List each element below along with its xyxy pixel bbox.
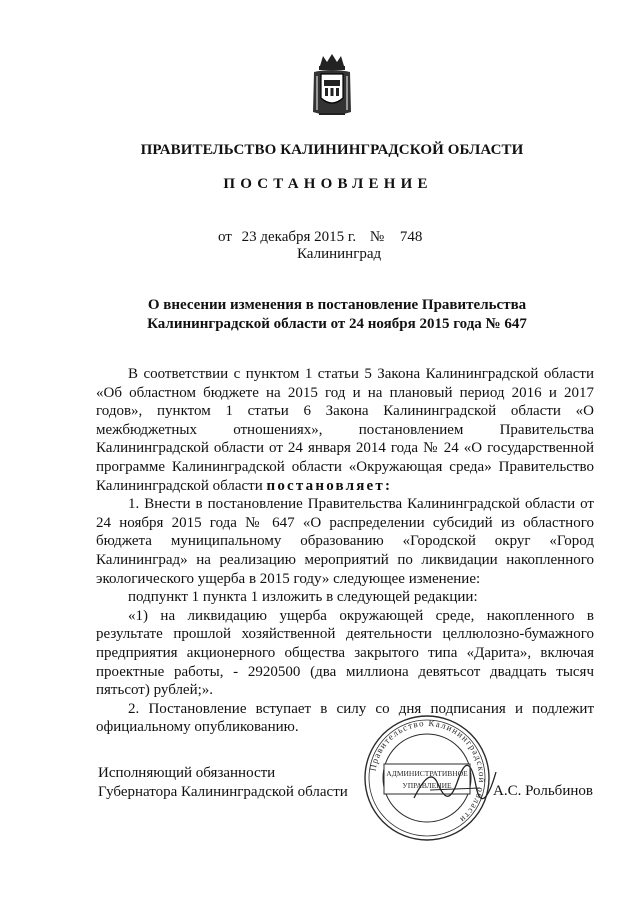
coat-of-arms-emblem: [311, 52, 353, 120]
document-body: [96, 365, 594, 737]
signatory-title-line: Исполняющий обязанности: [98, 765, 276, 781]
number-sign: №: [369, 229, 385, 245]
signatory-name: А.С. Рольбинов: [493, 783, 593, 799]
date-prefix: от: [218, 229, 232, 245]
body-paragraph: 2. Постановление вступает в силу со дня подписания и подлежит официальному опубликованию.: [96, 700, 594, 736]
seal-outer-text: Правительство Калининградской области: [367, 717, 488, 826]
document-subject: [17, 296, 640, 334]
body-paragraph: «1) на ликвидацию ущерба окружающей среде, накопленного в результате прошлой хозяйственной деятельности целлюлозно-бумажного предприятия акционерного общества закрытого типа «Дарита», включая проектные работы, - 2920500 (два миллиона девятьсот двадцать тысяч пятьсот) рублей;».: [96, 607, 594, 699]
document-date: 23 декабря 2015 г.: [241, 229, 357, 245]
document-number: 748: [399, 229, 423, 245]
subject-line: О внесении изменения в постановление Правительства: [147, 297, 527, 313]
body-paragraph: [96, 365, 594, 495]
paragraph-text: В соответствии с пунктом 1 статьи 5 Закона Калининградской области «Об областном бюджете на 2015 год и на плановый период 2016 и 2017 годов», пунктом 1 статьи 6 Закона Калининградской области «О межбюджетных отношениях», постановлением Правительства Калининградской области от 24 января 2014 года № 24 «О государственной программе Калининградской области «Окружающая среда» Правительство Калининградской области: [96, 366, 594, 494]
seal-inner-line: АДМИНИСТРАТИВНОЕ: [386, 769, 468, 778]
seal-inner-line: УПРАВЛЕНИЕ: [402, 781, 452, 790]
date-number-line: [218, 229, 422, 246]
signatory-title: [98, 764, 348, 802]
body-paragraph: 1. Внести в постановление Правительства Калининградской области от 24 ноября 2015 года № 647 «О распределении субсидий из областного бюджета муниципальному образованию «Городской округ «Город Калининград» на реализацию мероприятий по ликвидации накопленного экологического ущерба в 2015 году» следующее изменение:: [96, 496, 594, 587]
decree-word: постановляет:: [266, 477, 393, 494]
document-type: ПОСТАНОВЛЕНИЕ: [223, 176, 433, 192]
subject-line: Калининградской области от 24 ноября 2015 года № 647: [147, 316, 527, 332]
signatory-title-line: Губернатора Калининградской области: [98, 784, 348, 800]
city: Калининград: [297, 246, 382, 262]
handwritten-signature: [410, 760, 500, 810]
body-paragraph: подпункт 1 пункта 1 изложить в следующей редакции:: [128, 589, 478, 606]
organization-title: ПРАВИТЕЛЬСТВО КАЛИНИНГРАДСКОЙ ОБЛАСТИ: [140, 142, 524, 158]
